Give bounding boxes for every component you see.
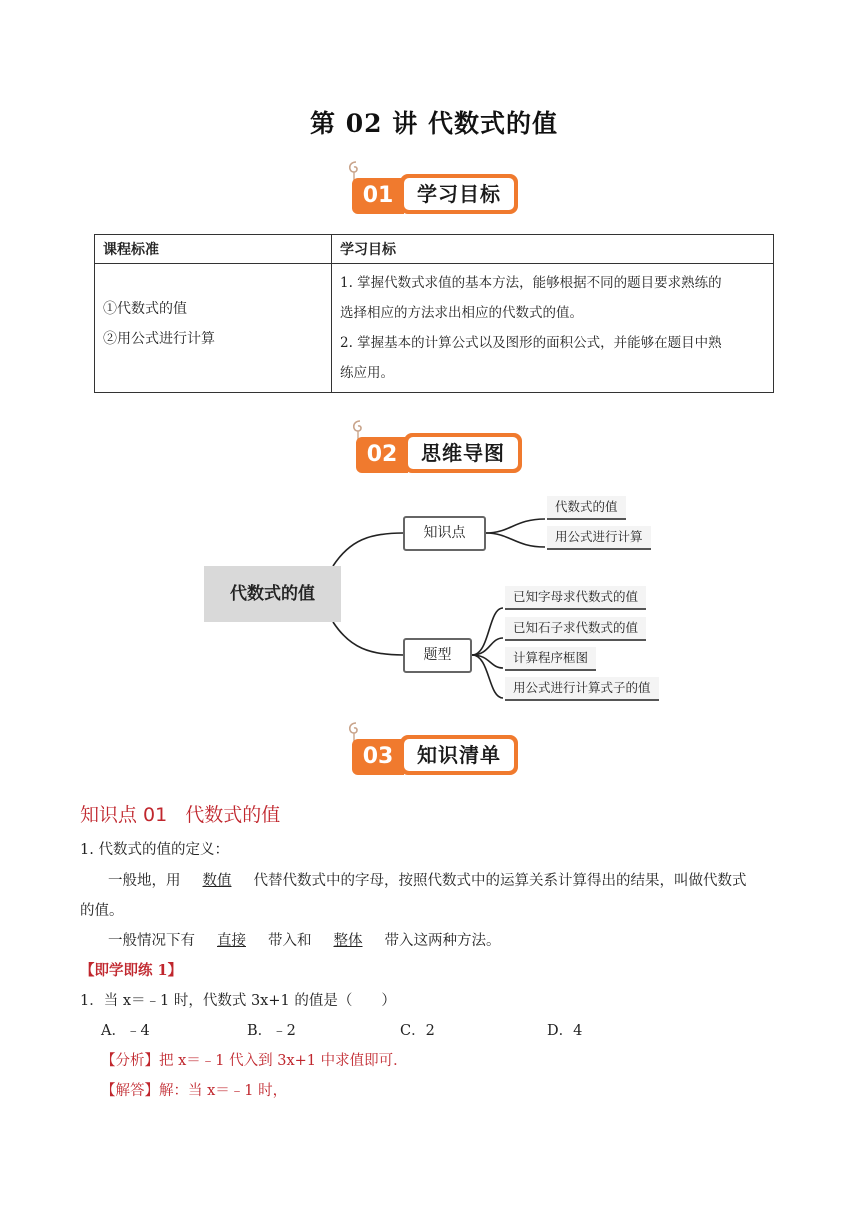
analysis-line: 【分析】把 x＝﹣1 代入到 3x+1 中求值即可． — [101, 1053, 408, 1069]
knowledge-heading — [80, 800, 298, 827]
text: 带入这两种方法。 — [384, 933, 501, 949]
mindmap-leaf: 计算程序框图 — [505, 647, 596, 671]
definition-line: 的值。 — [80, 903, 124, 919]
mindmap-branch: 题型 — [403, 638, 472, 673]
option-c: C．2 — [400, 1023, 435, 1039]
text: 一般地，用 — [108, 873, 181, 889]
mindmap-leaf: 已知石子求代数式的值 — [505, 617, 646, 641]
answer-line: 【解答】解：当 x＝﹣1 时， — [101, 1083, 288, 1099]
section-number: 03 — [352, 739, 404, 775]
section-badge-knowledge — [352, 733, 518, 777]
option-d: D．4 — [547, 1023, 583, 1039]
mindmap-leaf: 代数式的值 — [547, 496, 626, 520]
blank-answer: 直接 — [217, 933, 246, 949]
text: 代替代数式中的字母，按照代数式中的运算关系计算得出的结果，叫做代数式 — [253, 873, 747, 889]
exercise-tag: 【即学即练 1】 — [80, 962, 183, 979]
standard-item: ②用公式进行计算 — [103, 331, 215, 347]
knowledge-heading-text: 代数式的值 — [185, 804, 281, 826]
section-number: 01 — [352, 178, 404, 214]
mindmap-leaf: 用公式进行计算式子的值 — [505, 677, 659, 701]
section-label: 思维导图 — [408, 437, 518, 469]
option-a: A．﹣4 — [101, 1023, 150, 1039]
standard-item: ①代数式的值 — [103, 301, 187, 317]
fill-blank — [195, 933, 268, 949]
mindmap-center: 代数式的值 — [204, 566, 341, 622]
goal-line: 练应用。 — [340, 365, 394, 381]
goal-line: 选择相应的方法求出相应的代数式的值。 — [340, 305, 583, 321]
blank-answer: 数值 — [202, 873, 232, 889]
goal-line: 1. 掌握代数式求值的基本方法，能够根据不同的题目要求熟练的 — [340, 275, 722, 291]
table-header: 课程标准 — [95, 235, 332, 264]
mindmap-branch: 知识点 — [403, 516, 486, 551]
definition-line — [108, 871, 747, 891]
text: 带入和 — [268, 933, 312, 949]
option-b: B．﹣2 — [247, 1023, 296, 1039]
section-label: 知识清单 — [404, 739, 514, 771]
fill-blank — [312, 933, 385, 949]
blank-answer: 整体 — [333, 933, 363, 949]
mindmap-leaf: 用公式进行计算 — [547, 526, 651, 550]
table-header: 学习目标 — [332, 235, 774, 264]
exercise-question: 1．当 x＝﹣1 时，代数式 3x+1 的值是（ ） — [80, 993, 396, 1009]
knowledge-heading-number: 知识点 01 — [80, 804, 168, 826]
definition-title: 1. 代数式的值的定义： — [80, 842, 229, 858]
goal-line: 2. 掌握基本的计算公式以及图形的面积公式，并能够在题目中熟 — [340, 335, 722, 351]
text: 一般情况下有 — [108, 933, 195, 949]
section-label: 学习目标 — [404, 178, 514, 210]
method-line — [108, 931, 501, 951]
mindmap-leaf: 已知字母求代数式的值 — [505, 586, 646, 610]
fill-blank — [181, 873, 254, 889]
page-title: 第 02 讲 代数式的值 — [310, 109, 558, 138]
section-number: 02 — [356, 437, 408, 473]
